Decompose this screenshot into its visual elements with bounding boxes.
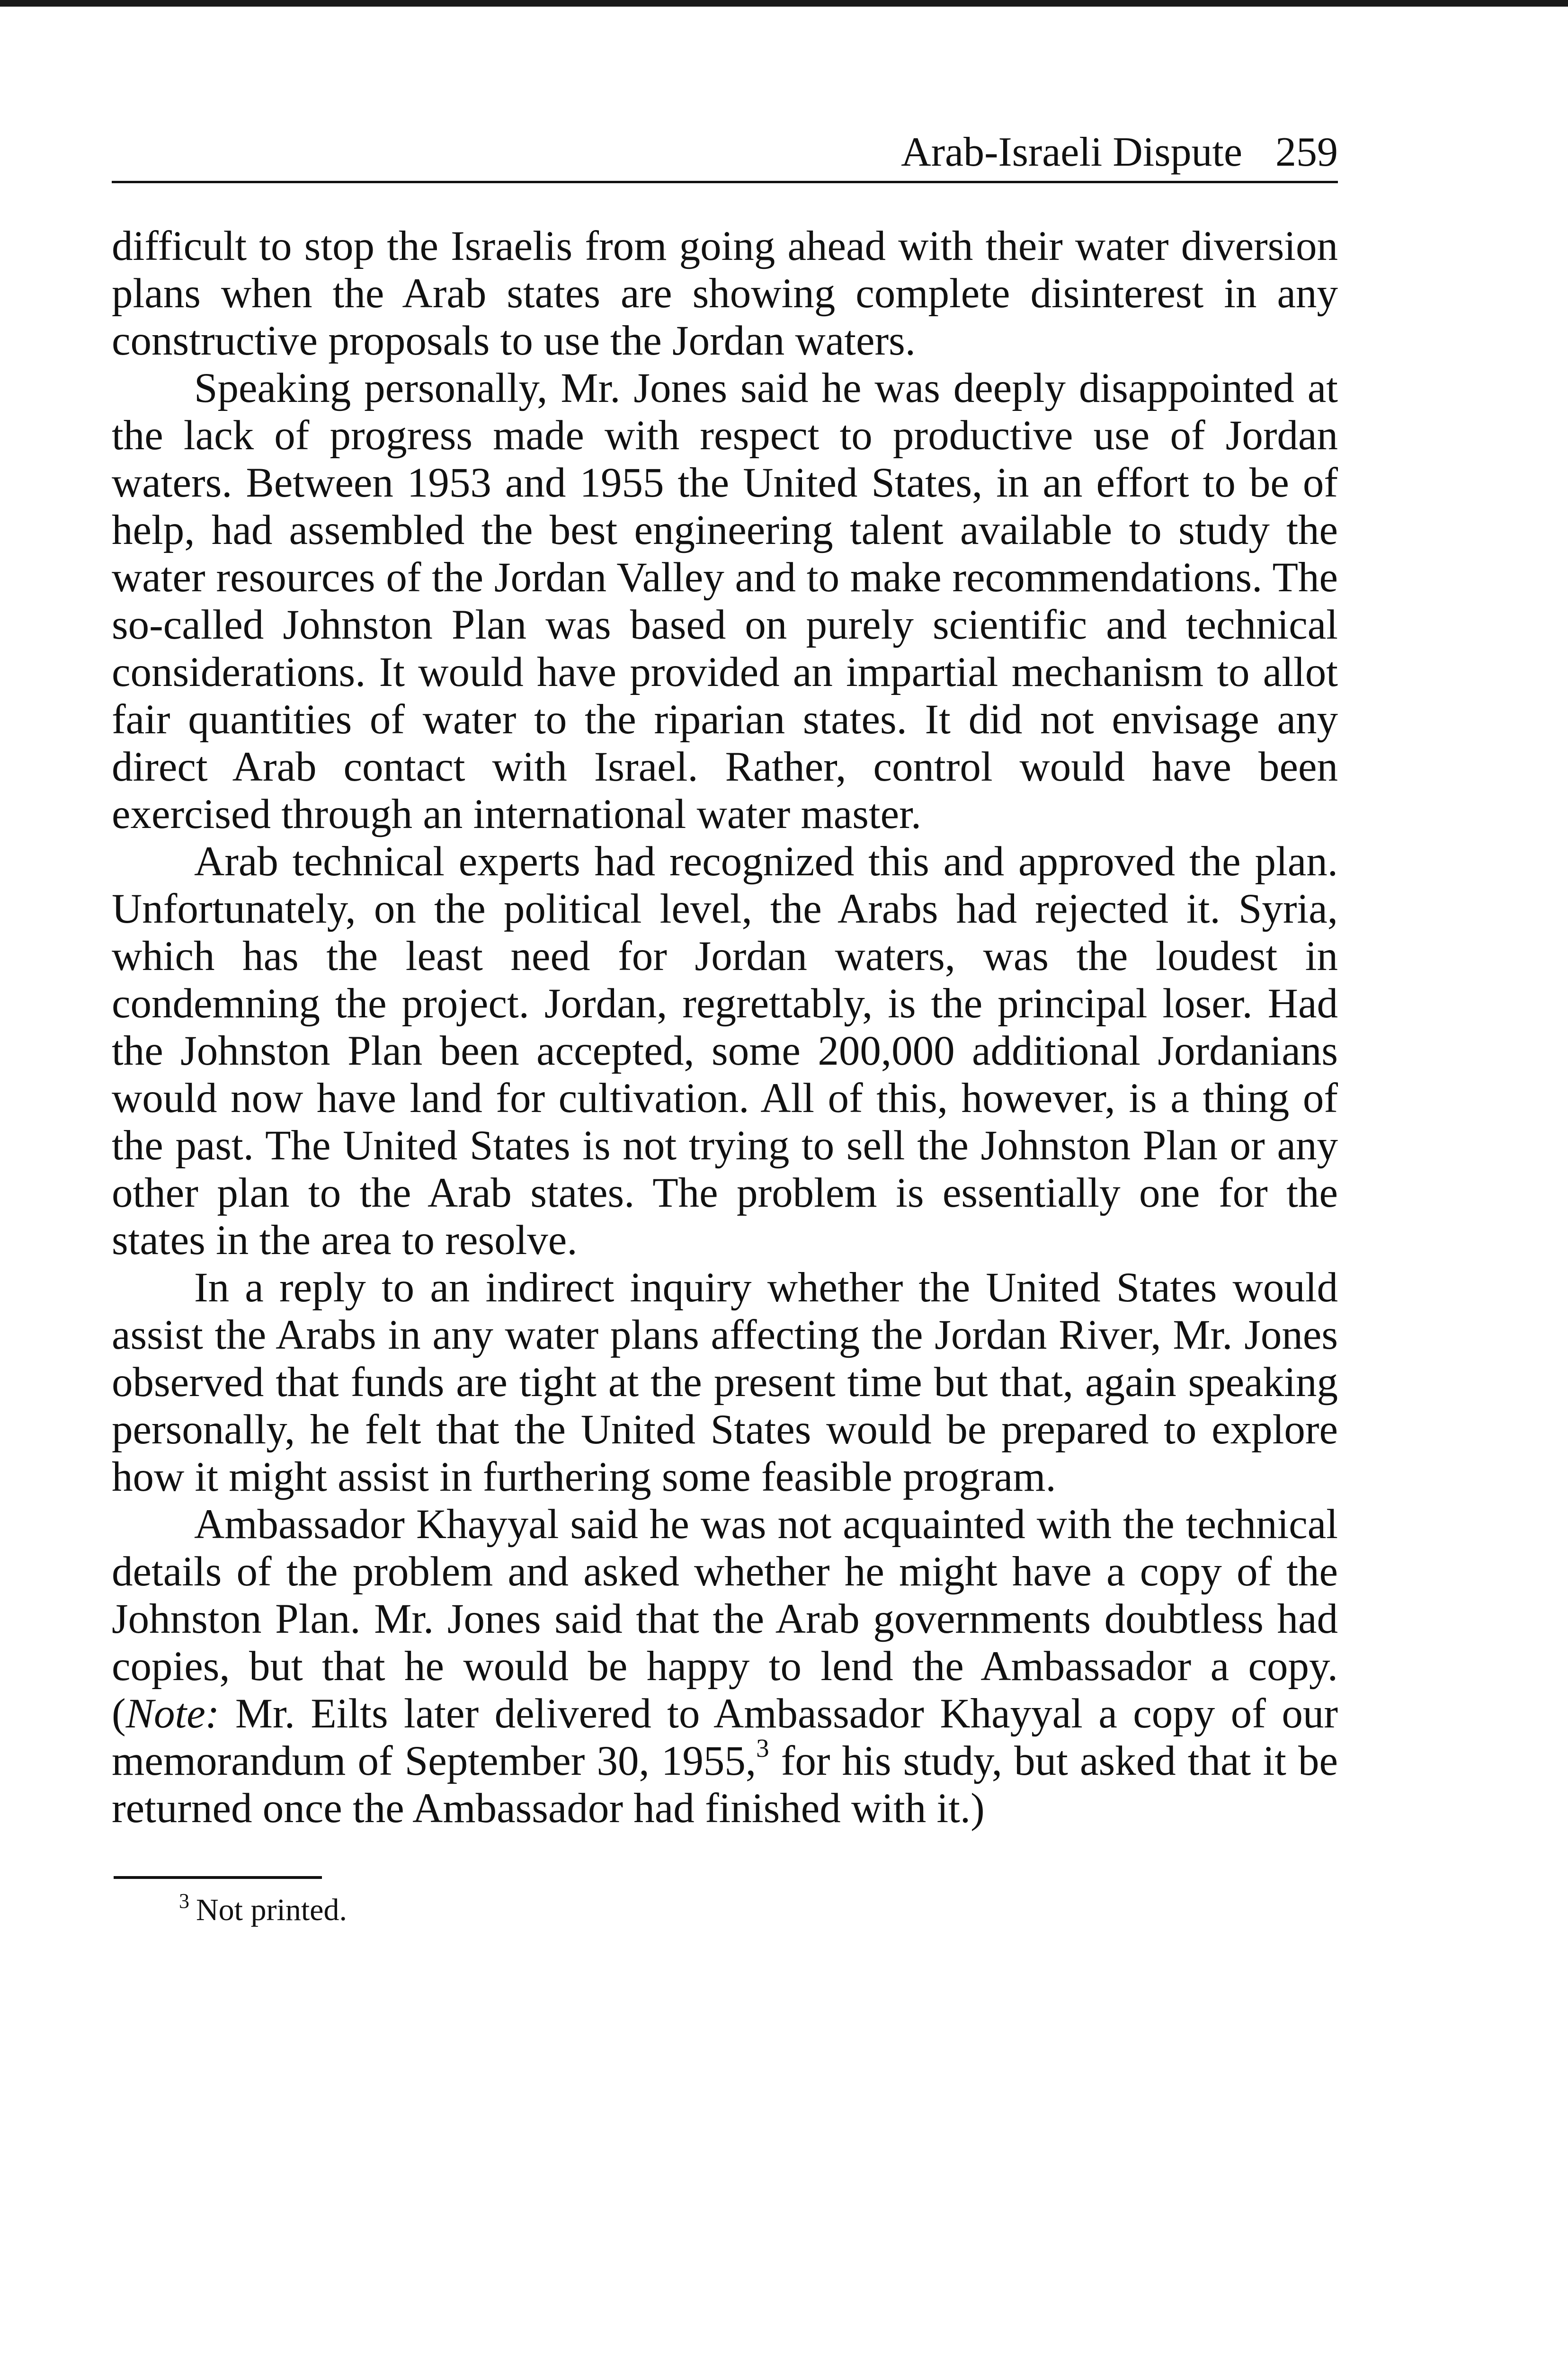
footnote-reference: 3 <box>756 1734 769 1762</box>
paragraph-1: difficult to stop the Israelis from going ahead with their water diversion plans when the Arab states are showing complete disinterest in any constructive proposals to use the Jordan waters. <box>112 223 1338 364</box>
footnote-marker: 3 <box>179 1889 189 1913</box>
paragraph-5-text-end: for his study, but asked that it be returned once the Ambassador had finished with it.) <box>112 1738 1338 1832</box>
body-text <box>112 222 1338 1832</box>
paragraph-5-text-start: Ambassador Khayyal said he was not acquainted with the technical details of the problem and asked whether he might have a copy of the Johnston Plan. Mr. Jones said that the Arab governments doubtless had copies, but that he would be happy to lend the Ambassador a copy. ( <box>112 1501 1338 1737</box>
note-label: Note: <box>125 1691 220 1737</box>
footnote-divider <box>114 1876 322 1879</box>
paragraph-4: In a reply to an indirect inquiry whether the United States would assist the Arabs in any water plans affecting the Jordan River, Mr. Jones observed that funds are tight at the present time but that, again speaking personally, he felt that the United States would be prepared to explore how it might assist in furthering some feasible program. <box>112 1264 1338 1500</box>
paragraph-5-text-middle: Mr. Eilts later delivered to Ambassador Khayyal a copy of our memorandum of September 30, 1955, <box>112 1691 1338 1784</box>
footnote <box>179 1889 347 1931</box>
page-number: 259 <box>1275 129 1338 175</box>
footnote-text: Not printed. <box>196 1893 347 1927</box>
paragraph-3: Arab technical experts had recognized this and approved the plan. Unfortunately, on the political level, the Arabs had rejected it. Syria, which has the least need for Jordan waters, was the loudest in condemning the project. Jordan, regrettably, is the principal loser. Had the Johnston Plan been accepted, some 200,000 additional Jordanians would now have land for cultivation. All of this, however, is a thing of the past. The United States is not trying to sell the Johnston Plan or any other plan to the Arab states. The problem is essentially one for the states in the area to resolve. <box>112 838 1338 1264</box>
page-top-edge <box>0 0 1568 7</box>
paragraph-2: Speaking personally, Mr. Jones said he was deeply disappointed at the lack of progress made with respect to productive use of Jordan waters. Between 1953 and 1955 the United States, in an effort to be of help, had assembled the best engineering talent available to study the water resources of the Jordan Valley and to make recommendations. The so-called Johnston Plan was based on purely scientific and technical considerations. It would have provided an impartial mechanism to allot fair quantities of water to the riparian states. It did not envisage any direct Arab contact with Israel. Rather, control would have been exercised through an international water master. <box>112 365 1338 837</box>
running-head-title: Arab-Israeli Dispute <box>901 129 1242 175</box>
running-head <box>112 124 1338 183</box>
paragraph-5 <box>112 1501 1338 1832</box>
